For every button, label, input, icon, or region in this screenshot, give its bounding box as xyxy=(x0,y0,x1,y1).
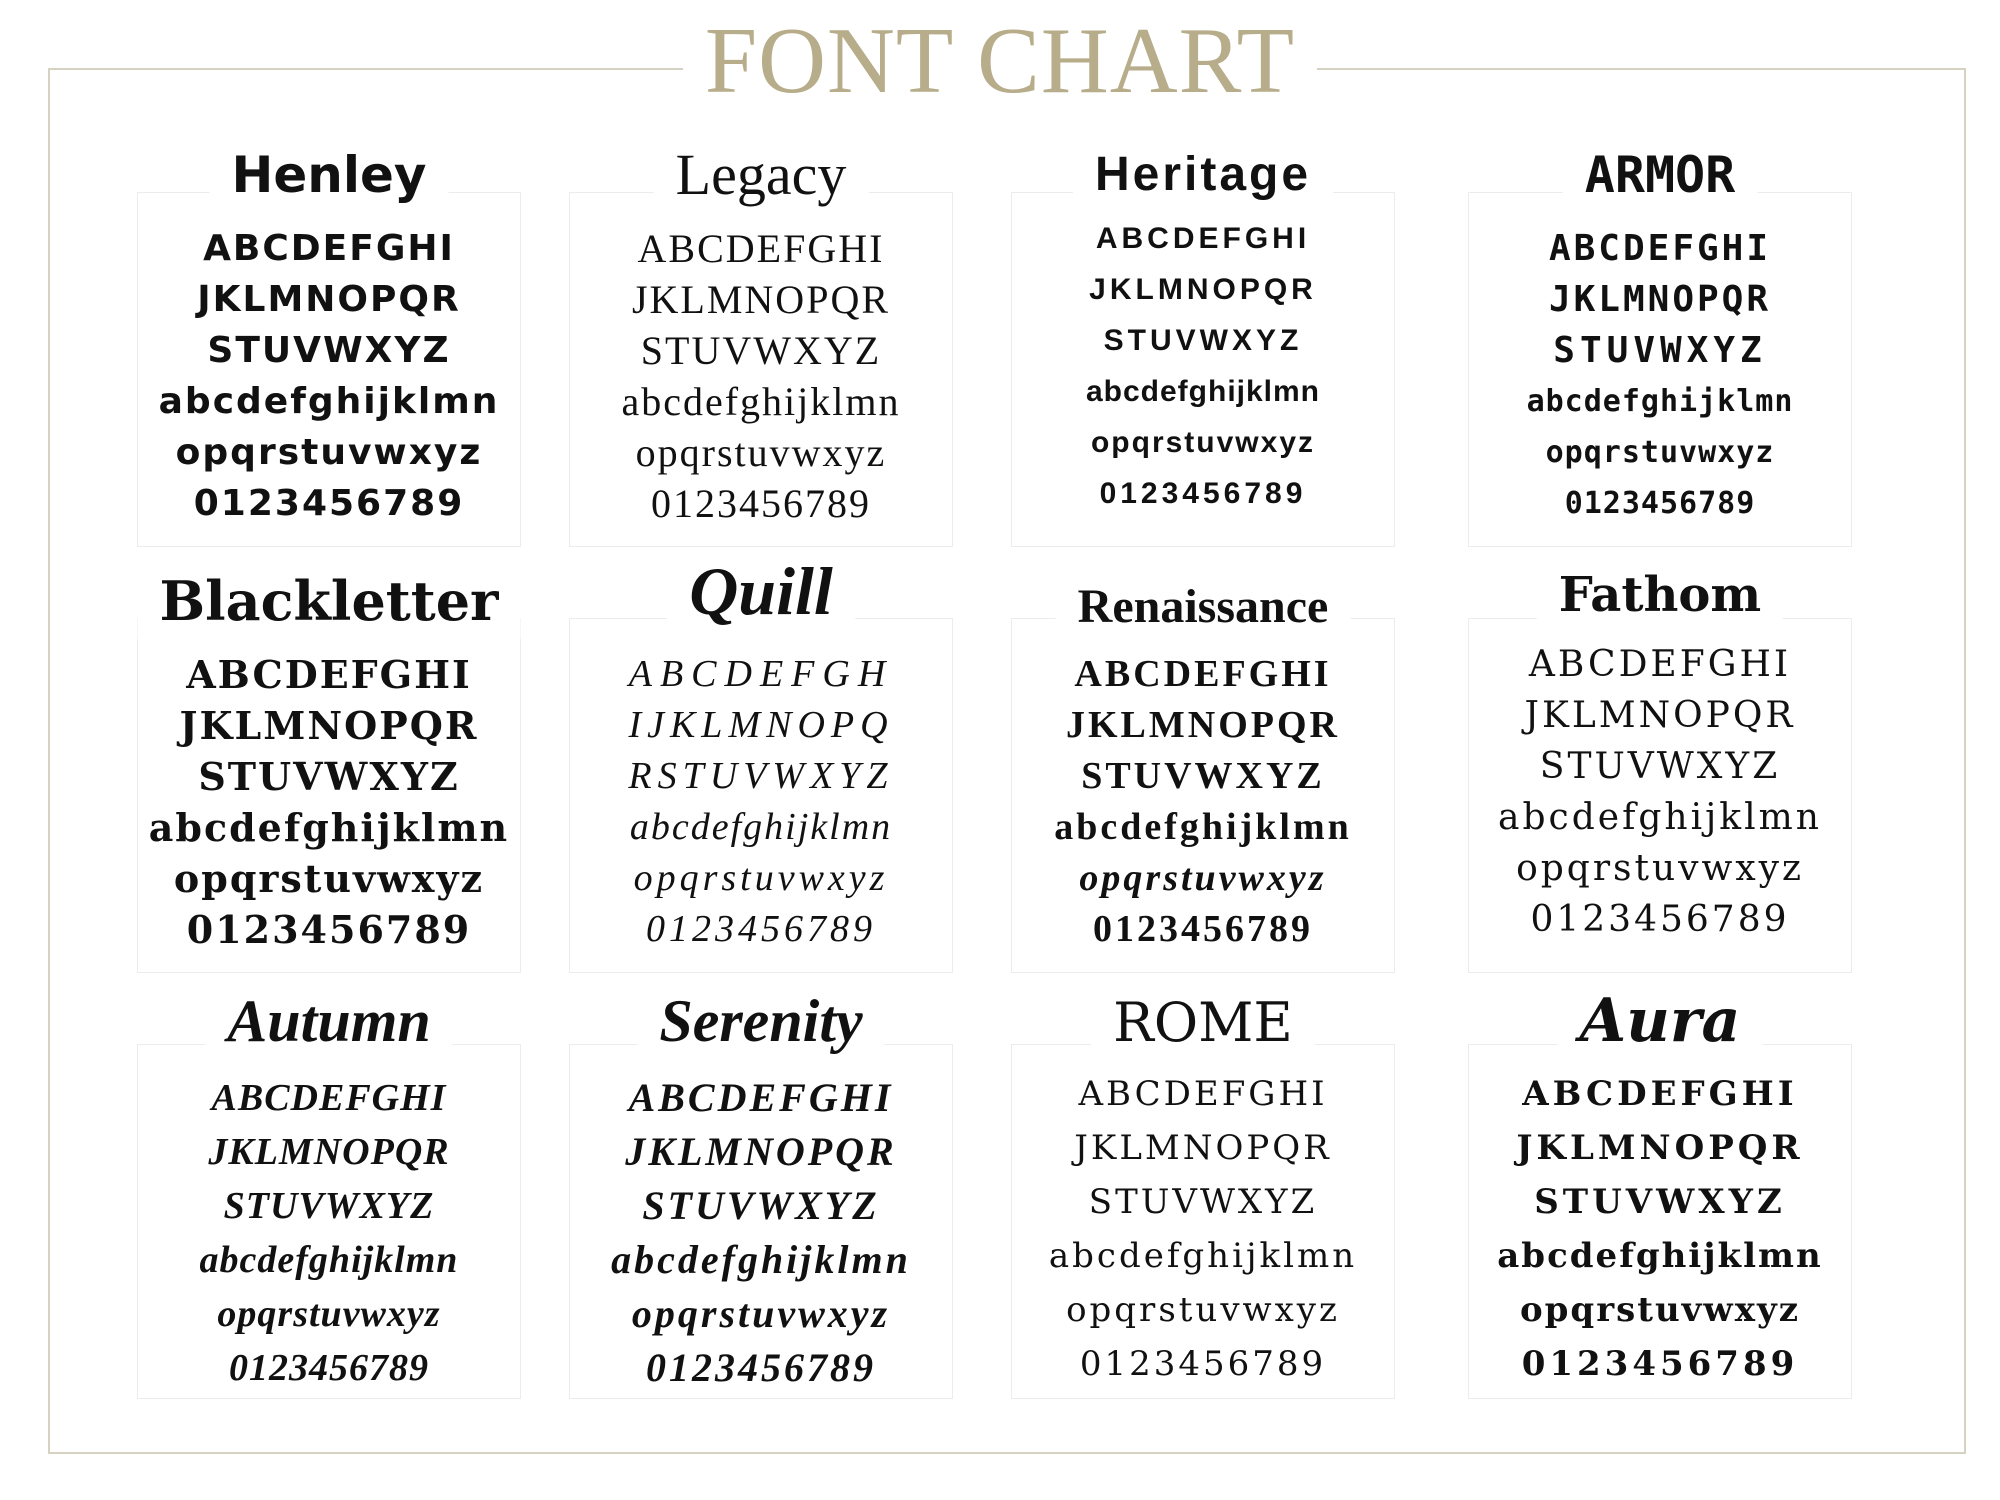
font-name: Blackletter xyxy=(137,563,520,639)
uppercase-row-3: STUVWXYZ xyxy=(1539,746,1781,787)
lowercase-row-1: abcdefghijklmn xyxy=(1048,1236,1358,1276)
font-card-autumn xyxy=(137,988,521,1399)
font-sample xyxy=(1012,1067,1394,1391)
font-card-henley xyxy=(137,146,521,547)
uppercase-row-3: STUVWXYZ xyxy=(1553,330,1767,371)
digits-row: 0123456789 xyxy=(646,1345,876,1390)
digits-row: 0123456789 xyxy=(1079,1344,1327,1384)
lowercase-row-2: opqrstuvwxyz xyxy=(635,430,887,475)
font-name: ARMOR xyxy=(1563,137,1758,213)
font-card-legacy xyxy=(569,142,953,547)
uppercase-row-2: JKLMNOPQR xyxy=(208,1131,450,1173)
font-name: Autumn xyxy=(205,983,452,1059)
uppercase-row-3: STUVWXYZ xyxy=(640,328,882,373)
lowercase-row-2: opqrstuvwxyz xyxy=(1516,848,1804,889)
lowercase-row-1: abcdefghijklmn xyxy=(1498,797,1822,838)
uppercase-row-2: JKLMNOPQR xyxy=(179,703,479,748)
uppercase-row-2: IJKLMNOPQ xyxy=(628,704,894,746)
page-title: FONT CHART xyxy=(683,6,1317,116)
lowercase-row-1: abcdefghijklmn xyxy=(199,1239,459,1281)
font-sample xyxy=(138,223,520,529)
font-card-rome xyxy=(1011,991,1395,1399)
lowercase-row-1: abcdefghijklmn xyxy=(1497,1236,1823,1276)
font-name: Aura xyxy=(1558,983,1763,1059)
uppercase-row-2: JKLMNOPQR xyxy=(1516,1128,1804,1168)
font-sample xyxy=(1012,213,1394,519)
digits-row: 0123456789 xyxy=(1530,899,1790,940)
uppercase-row-1: ABCDEFGHI xyxy=(211,1077,447,1119)
uppercase-row-1: ABCDEFGHI xyxy=(628,1075,894,1120)
uppercase-row-1: ABCDEFGHI xyxy=(637,226,885,271)
font-sample xyxy=(570,223,952,529)
lowercase-row-2: opqrstuvwxyz xyxy=(1079,857,1327,899)
uppercase-row-1: ABCDEFGHI xyxy=(186,652,472,697)
uppercase-row-3: STUVWXYZ xyxy=(1534,1182,1786,1222)
uppercase-row-3: STUVWXYZ xyxy=(198,754,460,799)
uppercase-row-3: STUVWXYZ xyxy=(1088,1182,1318,1222)
digits-row: 0123456789 xyxy=(193,483,465,524)
uppercase-row-2: JKLMNOPQR xyxy=(625,1129,897,1174)
font-sample xyxy=(138,649,520,955)
digits-row: 0123456789 xyxy=(646,908,876,950)
lowercase-row-2: opqrstuvwxyz xyxy=(1519,1290,1801,1330)
lowercase-row-1: abcdefghijklmn xyxy=(1085,375,1321,408)
font-name: Legacy xyxy=(654,137,869,213)
font-sample xyxy=(1469,639,1851,945)
uppercase-row-3: STUVWXYZ xyxy=(207,330,451,371)
lowercase-row-1: abcdefghijklmn xyxy=(1526,384,1794,419)
font-card-renaissance xyxy=(1011,580,1395,973)
font-name: ROME xyxy=(1091,985,1315,1061)
font-card-armor xyxy=(1468,146,1852,547)
lowercase-row-2: opqrstuvwxyz xyxy=(633,857,889,899)
lowercase-row-2: opqrstuvwxyz xyxy=(1066,1290,1340,1330)
lowercase-row-1: abcdefghijklmn xyxy=(148,805,510,850)
font-sample xyxy=(570,1071,952,1395)
uppercase-row-2: JKLMNOPQR xyxy=(1066,704,1340,746)
lowercase-row-1: abcdefghijklmn xyxy=(611,1237,911,1282)
uppercase-row-3: RSTUVWXYZ xyxy=(628,755,894,797)
uppercase-row-1: ABCDEFGHI xyxy=(1548,228,1772,269)
uppercase-row-1: ABCDEFGHI xyxy=(1078,1074,1328,1114)
digits-row: 0123456789 xyxy=(186,907,472,952)
digits-row: 0123456789 xyxy=(651,481,871,526)
uppercase-row-3: STUVWXYZ xyxy=(1081,755,1325,797)
lowercase-row-1: abcdefghijklmn xyxy=(629,806,893,848)
lowercase-row-2: opqrstuvwxyz xyxy=(1090,426,1316,459)
uppercase-row-3: STUVWXYZ xyxy=(642,1183,880,1228)
digits-row: 0123456789 xyxy=(1521,1344,1799,1384)
lowercase-row-2: opqrstuvwxyz xyxy=(217,1293,441,1335)
font-name: Quill xyxy=(667,553,855,629)
font-card-fathom xyxy=(1468,567,1852,973)
uppercase-row-1: ABCDEFGHI xyxy=(1095,222,1311,255)
lowercase-row-1: abcdefghijklmn xyxy=(621,379,901,424)
lowercase-row-1: abcdefghijklmn xyxy=(1054,806,1352,848)
lowercase-row-2: opqrstuvwxyz xyxy=(631,1291,891,1336)
digits-row: 0123456789 xyxy=(1564,486,1756,521)
uppercase-row-1: ABCDEFGHI xyxy=(203,228,455,269)
digits-row: 0123456789 xyxy=(1093,908,1313,950)
lowercase-row-1: abcdefghijklmn xyxy=(158,381,500,422)
font-sample xyxy=(138,1071,520,1395)
uppercase-row-1: ABCDEFGHI xyxy=(1074,653,1332,695)
digits-row: 0123456789 xyxy=(229,1347,429,1389)
uppercase-row-3: STUVWXYZ xyxy=(1103,324,1303,357)
digits-row: 0123456789 xyxy=(1099,477,1307,510)
uppercase-row-2: JKLMNOPQR xyxy=(1548,279,1772,320)
lowercase-row-2: opqrstuvwxyz xyxy=(1545,435,1775,470)
lowercase-row-2: opqrstuvwxyz xyxy=(173,856,485,901)
font-card-serenity xyxy=(569,988,953,1399)
font-sample xyxy=(570,649,952,955)
font-card-quill xyxy=(569,553,953,973)
uppercase-row-2: JKLMNOPQR xyxy=(197,279,461,320)
font-card-blackletter xyxy=(137,569,521,973)
uppercase-row-1: ABCDEFGHI xyxy=(1528,644,1792,685)
font-card-heritage xyxy=(1011,148,1395,547)
uppercase-row-2: JKLMNOPQR xyxy=(631,277,891,322)
uppercase-row-3: STUVWXYZ xyxy=(223,1185,435,1227)
uppercase-row-1: ABCDEFGH xyxy=(628,653,894,695)
uppercase-row-1: ABCDEFGHI xyxy=(1522,1074,1798,1114)
font-name: Heritage xyxy=(1073,137,1333,213)
font-name: Serenity xyxy=(637,983,884,1059)
uppercase-row-2: JKLMNOPQR xyxy=(1524,695,1796,736)
font-sample xyxy=(1469,223,1851,529)
font-sample xyxy=(1469,1067,1851,1391)
lowercase-row-2: opqrstuvwxyz xyxy=(175,432,483,473)
font-name: Renaissance xyxy=(1056,569,1351,645)
font-name: Fathom xyxy=(1537,557,1783,633)
font-sample xyxy=(1012,649,1394,955)
font-name: Henley xyxy=(210,137,449,213)
uppercase-row-2: JKLMNOPQR xyxy=(1089,273,1317,306)
uppercase-row-2: JKLMNOPQR xyxy=(1074,1128,1332,1168)
font-card-aura xyxy=(1468,986,1852,1399)
